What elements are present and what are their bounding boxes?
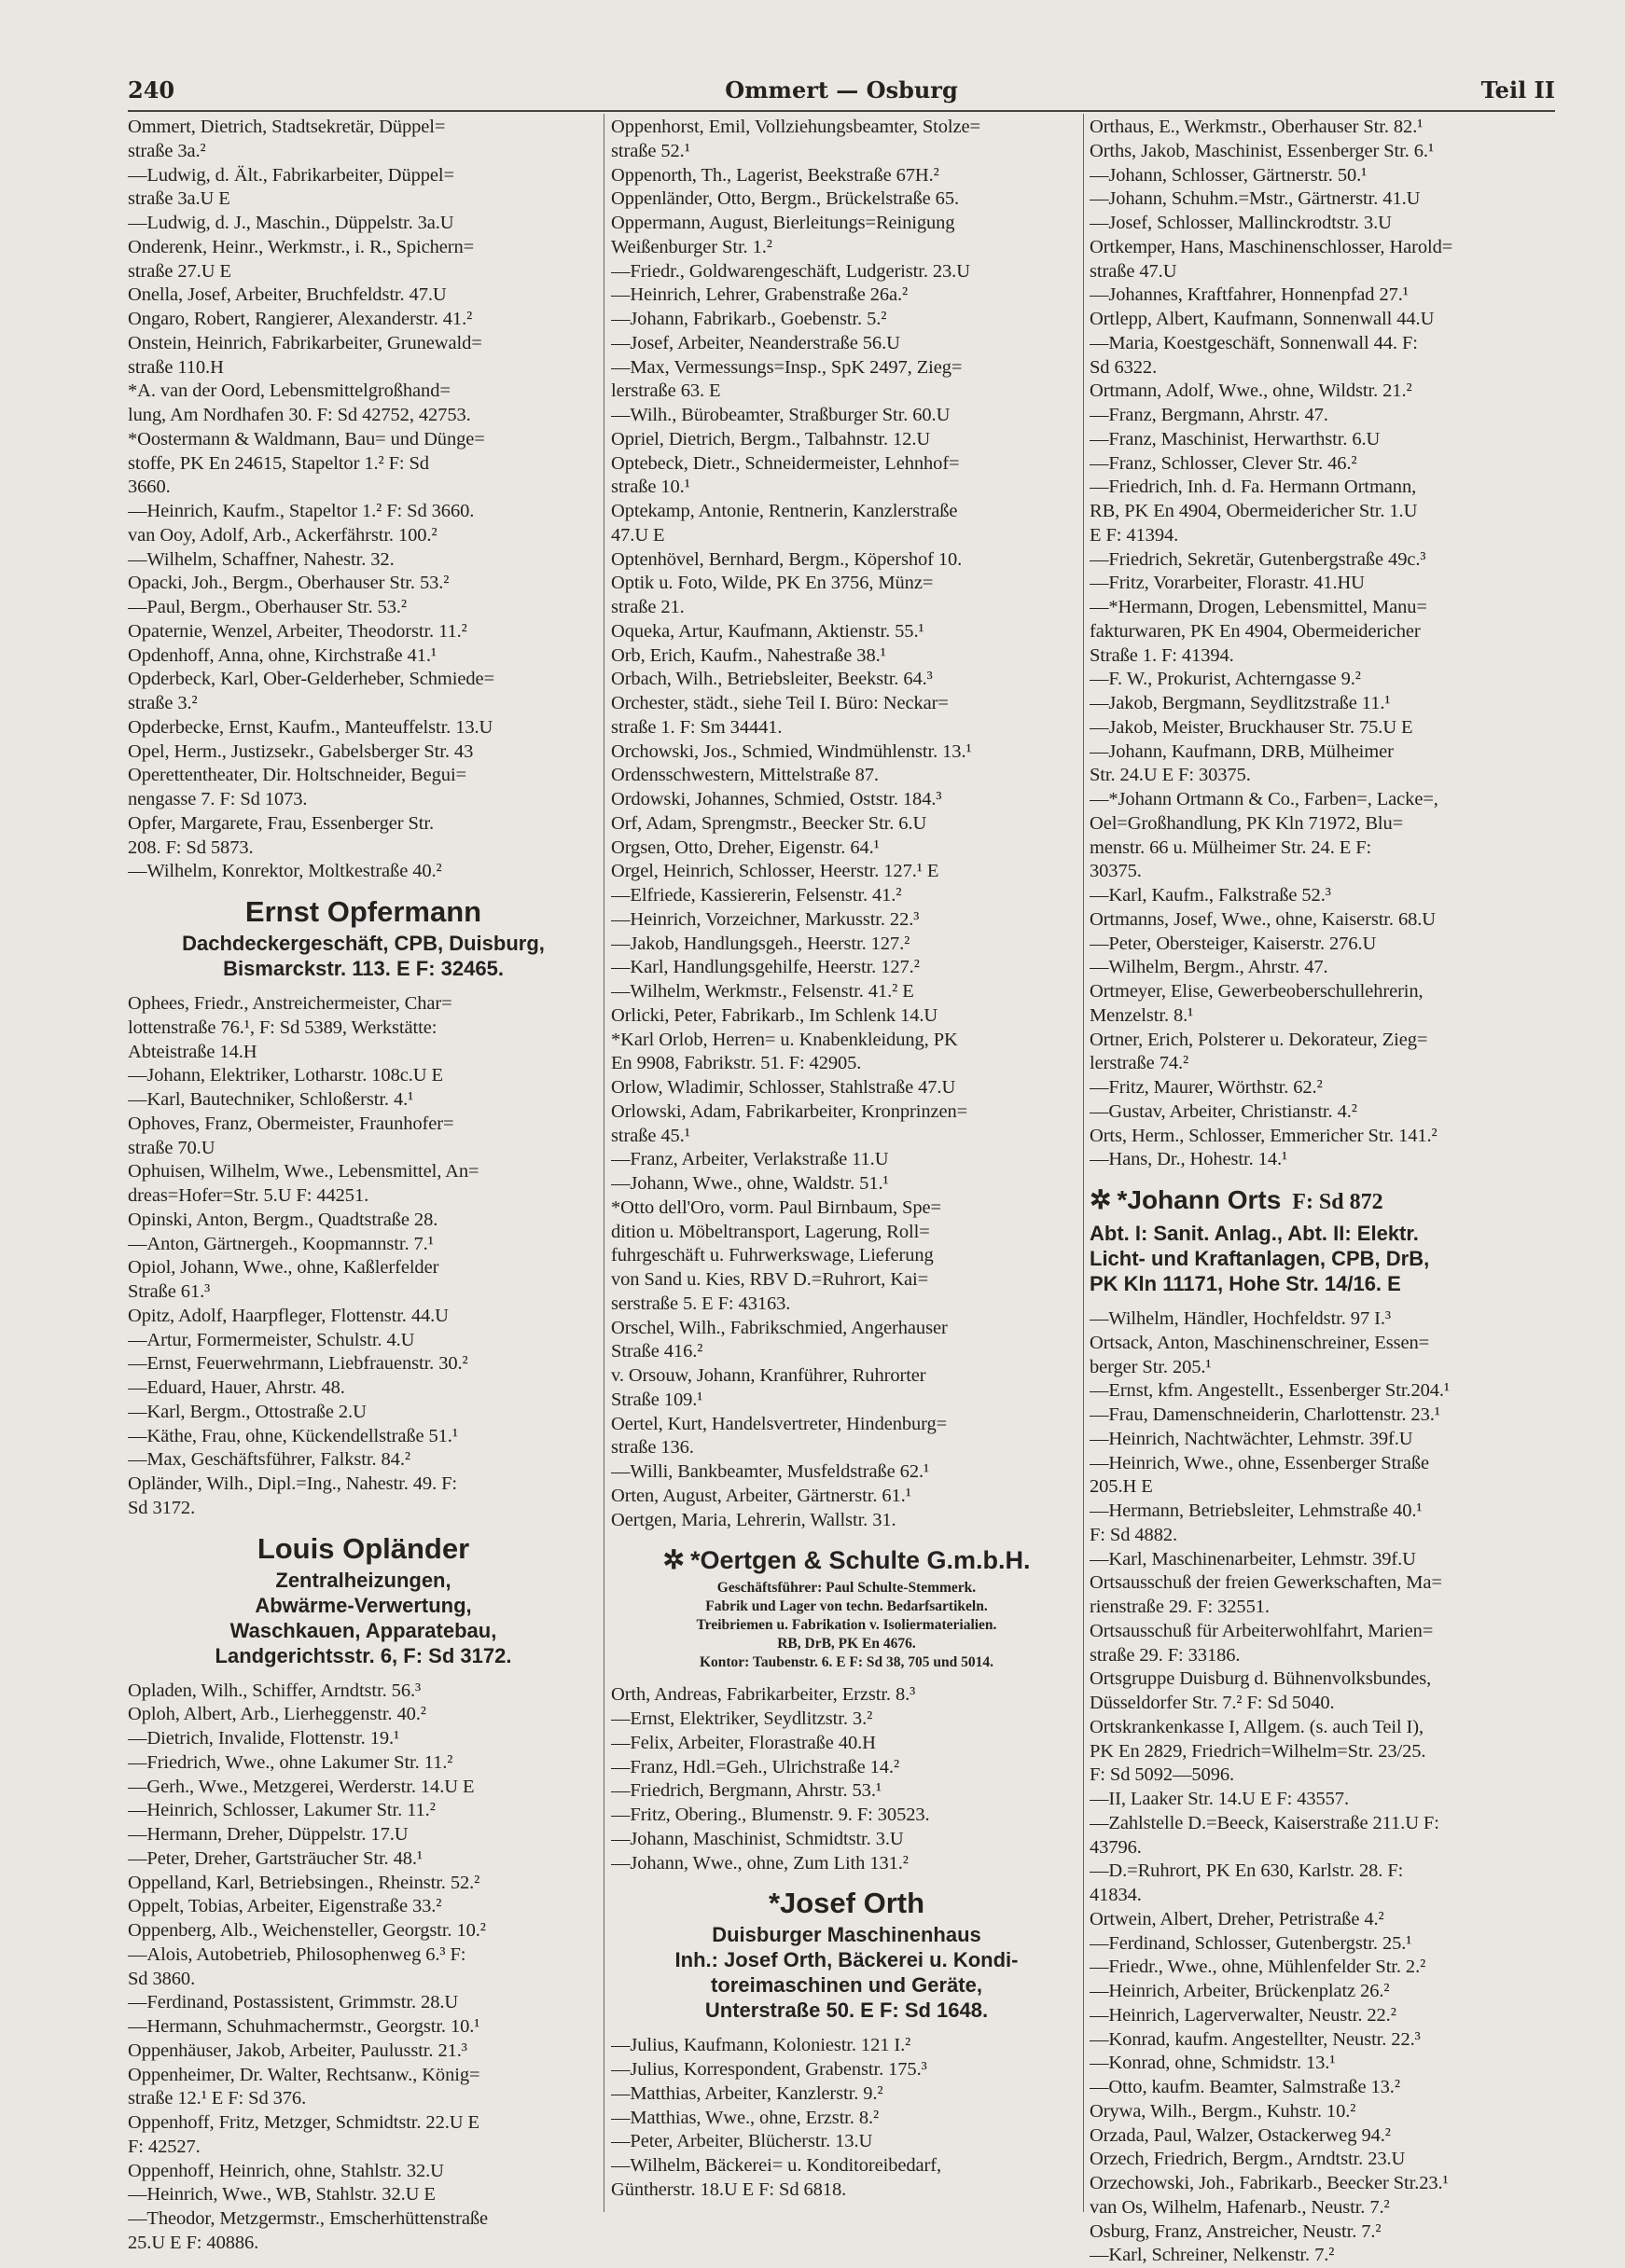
directory-entry: —D.=Ruhrort, PK En 630, Karlstr. 28. F:: [1090, 1860, 1404, 1882]
ad-line: Licht- und Kraftanlagen, CPB, DrB,: [1090, 1247, 1430, 1270]
directory-entry: —Heinrich, Lagerverwalter, Neustr. 22.²: [1090, 2004, 1396, 2026]
directory-entry: —Franz, Maschinist, Herwarthstr. 6.U: [1090, 428, 1381, 449]
directory-entry: Oppenländer, Otto, Bergm., Brückelstraße 65.: [611, 188, 959, 210]
directory-entry: 205.H E: [1090, 1476, 1153, 1498]
directory-entry: —Karl, Bautechniker, Schloßerstr. 4.¹: [128, 1089, 414, 1110]
directory-entry: Str. 24.U E F: 30375.: [1090, 765, 1251, 786]
page-number: 240: [128, 76, 175, 104]
directory-entry: —Ludwig, d. J., Maschin., Düppelstr. 3a.U: [128, 213, 454, 233]
directory-entry: lerstraße 63. E: [611, 380, 721, 402]
directory-entry: Oqueka, Artur, Kaufmann, Aktienstr. 55.¹: [611, 620, 924, 642]
directory-entry: —Karl, Bergm., Ottostraße 2.U: [128, 1401, 367, 1422]
ad-name: Louis Opländer: [257, 1531, 470, 1565]
directory-entry: stoffe, PK En 24615, Stapeltor 1.² F: Sd: [128, 452, 429, 474]
directory-entry: —Käthe, Frau, ohne, Kückendellstraße 51.¹: [128, 1425, 458, 1446]
directory-entry: Ommert, Dietrich, Stadtsekretär, Düppel=: [128, 117, 446, 137]
directory-entry: von Sand u. Kies, RBV D.=Ruhrort, Kai=: [611, 1269, 929, 1290]
directory-entry: Orthaus, E., Werkmstr., Oberhauser Str. 82.¹: [1090, 117, 1424, 137]
ad-line: Treibriemen u. Fabrikation v. Isoliermaterialien.: [696, 1617, 997, 1634]
page-range-title: Ommert — Osburg: [725, 76, 958, 104]
ad-name: Ernst Opfermann: [244, 895, 482, 928]
directory-entry: —Gustav, Arbeiter, Christianstr. 4.²: [1090, 1100, 1357, 1122]
directory-entry: —Franz, Schlosser, Clever Str. 46.²: [1090, 452, 1357, 474]
directory-entry: —Heinrich, Nachtwächter, Lehmstr. 39f.U: [1090, 1428, 1413, 1449]
directory-entry: —Johann, Wwe., ohne, Zum Lith 131.²: [611, 1852, 909, 1874]
ad-title: [611, 1885, 1082, 1922]
directory-entry: —Hermann, Schuhmachermstr., Georgstr. 10.¹: [128, 2016, 480, 2037]
ad-title: [128, 1530, 599, 1568]
directory-entry: Orlow, Wladimir, Schlosser, Stahlstraße 47.U: [611, 1077, 956, 1098]
directory-entry: straße 47.U: [1090, 260, 1177, 282]
ad-line: Waschkauen, Apparatebau,: [229, 1618, 497, 1642]
directory-entry: fuhrgeschäft u. Fuhrwerkswage, Lieferung: [611, 1245, 934, 1266]
ad-line: Duisburger Maschinenhaus: [712, 1923, 981, 1947]
directory-entry: —F. W., Prokurist, Achterngasse 9.²: [1090, 669, 1361, 690]
directory-entry: —Fritz, Obering., Blumenstr. 9. F: 30523.: [611, 1805, 930, 1825]
directory-entry: Opfer, Margarete, Frau, Essenberger Str.: [128, 812, 435, 834]
directory-entry: —Heinrich, Schlosser, Lakumer Str. 11.²: [128, 1800, 436, 1821]
column-divider: [1083, 114, 1084, 2212]
directory-entry: Oppelt, Tobias, Arbeiter, Eigenstraße 33.²: [128, 1896, 442, 1917]
directory-entry: Oppenhoff, Fritz, Metzger, Schmidtstr. 22.U E: [128, 2112, 479, 2133]
directory-entry: 47.U E: [611, 524, 665, 546]
advertisement: [1090, 1182, 1561, 1296]
directory-entry: Optik u. Foto, Wilde, PK En 3756, Münz=: [611, 573, 934, 594]
directory-entry: Oppermann, August, Bierleitungs=Reinigung: [611, 213, 955, 233]
directory-entry: straße 45.¹: [611, 1125, 690, 1146]
directory-entry: —Peter, Arbeiter, Blücherstr. 13.U: [611, 2131, 873, 2152]
directory-entry: —Julius, Korrespondent, Grabenstr. 175.³: [611, 2059, 927, 2080]
directory-entry: Orts, Herm., Schlosser, Emmericher Str. 141.²: [1090, 1125, 1438, 1146]
ad-line: Inh.: Josef Orth, Bäckerei u. Kondi-: [674, 1948, 1019, 1972]
directory-entry: —Artur, Formermeister, Schulstr. 4.U: [128, 1329, 415, 1350]
directory-entry: Orzada, Paul, Walzer, Ostackerweg 94.²: [1090, 2124, 1391, 2146]
directory-entry: 25.U E F: 40886.: [128, 2232, 259, 2253]
directory-entry: rienstraße 29. F: 32551.: [1090, 1597, 1270, 1617]
directory-entry: —Konrad, ohne, Schmidstr. 13.¹: [1090, 2053, 1336, 2074]
ad-line: Unterstraße 50. E F: Sd 1648.: [704, 1998, 989, 2023]
directory-entry: —*Johann Ortmann & Co., Farben=, Lacke=,: [1090, 789, 1438, 809]
directory-entry: —Alois, Autobetrieb, Philosophenweg 6.³ F:: [128, 1943, 466, 1965]
directory-entry: Orlowski, Adam, Fabrikarbeiter, Kronprinzen=: [611, 1100, 968, 1122]
directory-entry: Orschel, Wilh., Fabrikschmied, Angerhauser: [611, 1317, 948, 1338]
directory-entry: Orten, August, Arbeiter, Gärtnerstr. 61.¹: [611, 1485, 911, 1506]
directory-entry: Opderbeck, Karl, Ober-Gelderheber, Schmiede=: [128, 669, 494, 690]
directory-entry: Oertel, Kurt, Handelsvertreter, Hindenburg=: [611, 1413, 948, 1434]
directory-entry: Orzechowski, Joh., Fabrikarb., Beecker Str.23.¹: [1090, 2173, 1449, 2193]
directory-entry: —Heinrich, Kaufm., Stapeltor 1.² F: Sd 3660.: [128, 501, 475, 521]
directory-entry: —Ernst, kfm. Angestellt., Essenberger Str.204.¹: [1090, 1380, 1450, 1402]
directory-entry: —Wilhelm, Konrektor, Moltkestraße 40.²: [128, 861, 442, 882]
ad-line: toreimaschinen und Geräte,: [711, 1973, 982, 1998]
directory-entry: —Julius, Kaufmann, Koloniestr. 121 I.²: [611, 2035, 911, 2056]
directory-entry: berger Str. 205.¹: [1090, 1356, 1212, 1377]
directory-entry: —Heinrich, Arbeiter, Brückenplatz 26.²: [1090, 1981, 1390, 2001]
ad-line: Dachdeckergeschäft, CPB, Duisburg,: [182, 932, 545, 955]
part-label: Teil II: [1480, 76, 1555, 104]
directory-entry: —Heinrich, Wwe., WB, Stahlstr. 32.U E: [128, 2184, 436, 2206]
directory-entry: Opdenhoff, Anna, ohne, Kirchstraße 41.¹: [128, 644, 437, 666]
directory-entry: —Wilhelm, Werkmstr., Felsenstr. 41.² E: [611, 981, 914, 1002]
directory-entry: —Johannes, Kraftfahrer, Honnenpfad 27.¹: [1090, 284, 1409, 306]
directory-entry: serstraße 5. E F: 43163.: [611, 1293, 791, 1314]
directory-entry: Ophees, Friedr., Anstreichermeister, Char=: [128, 993, 452, 1014]
directory-column-3: [1090, 116, 1561, 2268]
directory-entry: —Max, Vermessungs=Insp., SpK 2497, Zieg=: [611, 356, 963, 378]
directory-entry: —Josef, Arbeiter, Neanderstraße 56.U: [611, 332, 900, 353]
directory-entry: straße 3.²: [128, 693, 198, 713]
directory-entry: —Friedr., Wwe., ohne, Mühlenfelder Str. 2.²: [1090, 1957, 1426, 1978]
directory-entry: F: Sd 4882.: [1090, 1524, 1178, 1545]
directory-entry: —Wilhelm, Bergm., Ahrstr. 47.: [1090, 957, 1328, 978]
directory-entry: —*Hermann, Drogen, Lebensmittel, Manu=: [1090, 597, 1427, 617]
directory-entry: Orzech, Friedrich, Bergm., Arndtstr. 23.U: [1090, 2149, 1406, 2170]
directory-entry: —Friedr., Goldwarengeschäft, Ludgeristr. 23.U: [611, 260, 970, 282]
directory-entry: Weißenburger Str. 1.²: [611, 236, 772, 257]
ad-title: [128, 893, 599, 931]
directory-entry: —Heinrich, Lehrer, Grabenstraße 26a.²: [611, 284, 909, 306]
directory-entry: —Matthias, Arbeiter, Kanzlerstr. 9.²: [611, 2082, 883, 2104]
directory-entry: Ortskrankenkasse I, Allgem. (s. auch Teil I),: [1090, 1716, 1424, 1737]
directory-entry: —Johann, Fabrikarb., Goebenstr. 5.²: [611, 309, 887, 329]
directory-entry: straße 29. F: 33186.: [1090, 1644, 1241, 1666]
advertisement: [128, 893, 599, 981]
directory-entry: 3660.: [128, 477, 171, 498]
directory-entry: straße 12.¹ E F: Sd 376.: [128, 2088, 307, 2109]
directory-entry: Oppenberg, Alb., Weichensteller, Georgstr. 10.²: [128, 1920, 486, 1941]
directory-entry: Oppenhoff, Heinrich, ohne, Stahlstr. 32.U: [128, 2160, 444, 2181]
ad-line: Abt. I: Sanit. Anlag., Abt. II: Elektr.: [1090, 1222, 1419, 1245]
directory-column-1: [128, 116, 599, 2256]
directory-entry: —Karl, Schreiner, Nelkenstr. 7.²: [1090, 2245, 1335, 2266]
directory-entry: Opladen, Wilh., Schiffer, Arndtstr. 56.³: [128, 1680, 422, 1701]
directory-entry: Ortkemper, Hans, Maschinenschlosser, Harold=: [1090, 236, 1453, 257]
directory-entry: Oppenorth, Th., Lagerist, Beekstraße 67H.²: [611, 164, 939, 186]
directory-entry: —Jakob, Bergmann, Seydlitzstraße 11.¹: [1090, 693, 1391, 713]
directory-entry: —Otto, kaufm. Beamter, Salmstraße 13.²: [1090, 2077, 1400, 2097]
directory-entry: Oppenhorst, Emil, Vollziehungsbeamter, Stolze=: [611, 117, 980, 137]
ad-name: *Oertgen & Schulte G.m.b.H.: [689, 1546, 1031, 1575]
directory-entry: straße 3a.U E: [128, 188, 230, 210]
ad-line: Geschäftsführer: Paul Schulte-Stemmerk.: [716, 1580, 977, 1597]
directory-entry: —Jakob, Handlungsgeh., Heerstr. 127.²: [611, 933, 910, 954]
directory-entry: Ortsausschuß für Arbeiterwohlfahrt, Marien=: [1090, 1620, 1434, 1641]
ad-name: *Josef Orth: [768, 1887, 925, 1920]
ad-title: [1090, 1182, 1561, 1221]
directory-entry: —Dietrich, Invalide, Flottenstr. 19.¹: [128, 1728, 400, 1749]
directory-entry: Opinski, Anton, Bergm., Quadtstraße 28.: [128, 1209, 438, 1230]
directory-entry: —Fritz, Vorarbeiter, Florastr. 41.HU: [1090, 573, 1365, 594]
directory-entry: Sd 6322.: [1090, 356, 1158, 378]
directory-entry: —Friedrich, Inh. d. Fa. Hermann Ortmann,: [1090, 477, 1417, 498]
directory-entry: —Johann, Wwe., ohne, Waldstr. 51.¹: [611, 1173, 889, 1194]
directory-entry: Onderenk, Heinr., Werkmstr., i. R., Spichern=: [128, 236, 475, 257]
directory-entry: Opacki, Joh., Bergm., Oberhauser Str. 53.²: [128, 573, 450, 594]
directory-entry: —Frau, Damenschneiderin, Charlottenstr. 23.¹: [1090, 1404, 1440, 1425]
directory-entry: —Heinrich, Vorzeichner, Markusstr. 22.³: [611, 908, 920, 930]
directory-entry: Düsseldorfer Str. 7.² F: Sd 5040.: [1090, 1693, 1335, 1713]
directory-entry: Ortsausschuß der freien Gewerkschaften, Ma=: [1090, 1572, 1442, 1594]
directory-entry: straße 1. F: Sm 34441.: [611, 716, 783, 738]
directory-entry: —Friedrich, Wwe., ohne Lakumer Str. 11.²: [128, 1751, 453, 1773]
directory-entry: lerstraße 74.²: [1090, 1053, 1189, 1074]
directory-entry: Straße 416.²: [611, 1341, 703, 1362]
directory-entry: —Ferdinand, Schlosser, Gutenbergstr. 25.¹: [1090, 1932, 1412, 1954]
directory-entry: Opaternie, Wenzel, Arbeiter, Theodorstr. 11.²: [128, 620, 467, 642]
directory-entry: —Willi, Bankbeamter, Musfeldstraße 62.¹: [611, 1461, 930, 1482]
directory-entry: —Ernst, Elektriker, Seydlitzstr. 3.²: [611, 1708, 873, 1729]
directory-entry: Sd 3860.: [128, 1968, 196, 1989]
directory-entry: Orths, Jakob, Maschinist, Essenberger Str. 6.¹: [1090, 140, 1434, 161]
directory-entry: Osburg, Franz, Anstreicher, Neustr. 7.²: [1090, 2220, 1382, 2242]
directory-entry: Opderbecke, Ernst, Kaufm., Manteuffelstr. 13.U: [128, 716, 493, 738]
directory-entry: —Fritz, Maurer, Wörthstr. 62.²: [1090, 1077, 1323, 1098]
directory-entry: Orlicki, Peter, Fabrikarb., Im Schlenk 14.U: [611, 1004, 938, 1026]
directory-entry: straße 52.¹: [611, 140, 690, 161]
directory-entry: Opriel, Dietrich, Bergm., Talbahnstr. 12.U: [611, 428, 931, 449]
directory-entry: dition u. Möbeltransport, Lagerung, Roll=: [611, 1221, 930, 1242]
directory-entry: Abteistraße 14.H: [128, 1041, 257, 1062]
directory-entry: —Maria, Koestgeschäft, Sonnenwall 44. F:: [1090, 332, 1418, 353]
directory-entry: —Ernst, Feuerwehrmann, Liebfrauenstr. 30.²: [128, 1353, 468, 1375]
directory-column-2: [611, 116, 1082, 2203]
directory-entry: Straße 109.¹: [611, 1389, 703, 1410]
directory-entry: straße 27.U E: [128, 260, 231, 282]
directory-entry: —Friedrich, Sekretär, Gutenbergstraße 49c.³: [1090, 548, 1426, 570]
directory-entry: —Peter, Obersteiger, Kaiserstr. 276.U: [1090, 933, 1377, 954]
directory-entry: —Wilhelm, Bäckerei= u. Konditoreibedarf,: [611, 2155, 941, 2176]
directory-entry: Ortmann, Adolf, Wwe., ohne, Wildstr. 21.²: [1090, 380, 1412, 402]
directory-entry: Ortmeyer, Elise, Gewerbeoberschullehrerin,: [1090, 981, 1424, 1002]
directory-entry: —Johann, Maschinist, Schmidtstr. 3.U: [611, 1828, 904, 1849]
directory-entry: Orb, Erich, Kaufm., Nahestraße 38.¹: [611, 644, 886, 666]
directory-entry: Oppenheimer, Dr. Walter, Rechtsanw., König=: [128, 2064, 480, 2085]
directory-entry: Opel, Herm., Justizsekr., Gabelsberger Str. 43: [128, 740, 474, 762]
directory-entry: *Karl Orlob, Herren= u. Knabenkleidung, PK: [611, 1029, 958, 1050]
directory-entry: Oertgen, Maria, Lehrerin, Wallstr. 31.: [611, 1509, 896, 1530]
directory-entry: E F: 41394.: [1090, 524, 1179, 546]
directory-entry: Optebeck, Dietr., Schneidermeister, Lehnhof=: [611, 452, 960, 474]
directory-entry: F: Sd 5092—5096.: [1090, 1764, 1235, 1786]
directory-entry: straße 110.H: [128, 356, 224, 378]
directory-entry: —Wilhelm, Händler, Hochfeldstr. 97 I.³: [1090, 1308, 1391, 1329]
directory-entry: PK En 2829, Friedrich=Wilhelm=Str. 23/25.: [1090, 1740, 1426, 1762]
directory-entry: —Konrad, kaufm. Angestellter, Neustr. 22.³: [1090, 2028, 1421, 2050]
directory-entry: —Wilh., Bürobeamter, Straßburger Str. 60.U: [611, 405, 951, 425]
directory-entry: Straße 61.³: [128, 1281, 211, 1302]
directory-entry: —Karl, Maschinenarbeiter, Lehmstr. 39f.U: [1090, 1548, 1416, 1570]
directory-entry: —Wilhelm, Schaffner, Nahestr. 32.: [128, 548, 395, 570]
directory-entry: —Ferdinand, Postassistent, Grimmstr. 28.U: [128, 1992, 459, 2013]
directory-entry: straße 3a.²: [128, 140, 206, 161]
directory-entry: Oploh, Albert, Arb., Lierheggenstr. 40.²: [128, 1704, 426, 1725]
directory-entry: Orf, Adam, Sprengmstr., Beecker Str. 6.U: [611, 812, 927, 834]
directory-entry: —Eduard, Hauer, Ahrstr. 48.: [128, 1377, 345, 1398]
ad-line: PK Kln 11171, Hohe Str. 14/16. E: [1090, 1272, 1401, 1295]
ad-line: Bismarckstr. 113. E F: 32465.: [223, 957, 504, 980]
ad-title: [611, 1542, 1082, 1579]
directory-entry: —Paul, Bergm., Oberhauser Str. 53.²: [128, 597, 407, 617]
directory-entry: —Johann, Schlosser, Gärtnerstr. 50.¹: [1090, 164, 1368, 186]
directory-entry: —Josef, Schlosser, Mallinckrodtstr. 3.U: [1090, 213, 1392, 233]
directory-entry: dreas=Hofer=Str. 5.U F: 44251.: [128, 1185, 369, 1206]
directory-entry: Orgel, Heinrich, Schlosser, Heerstr. 127.¹ E: [611, 861, 939, 882]
directory-entry: straße 21.: [611, 597, 685, 617]
directory-entry: Onella, Josef, Arbeiter, Bruchfeldstr. 47.U: [128, 284, 447, 306]
directory-entry: Sd 3172.: [128, 1497, 196, 1518]
directory-entry: v. Orsouw, Johann, Kranführer, Ruhrorter: [611, 1365, 926, 1386]
directory-entry: Orgsen, Otto, Dreher, Eigenstr. 64.¹: [611, 837, 880, 858]
directory-entry: —Gerh., Wwe., Metzgerei, Werderstr. 14.U E: [128, 1776, 475, 1797]
advertisement: [611, 1885, 1082, 2023]
directory-entry: —Hermann, Dreher, Düppelstr. 17.U: [128, 1824, 409, 1845]
directory-entry: —Franz, Bergmann, Ahrstr. 47.: [1090, 405, 1328, 425]
directory-entry: *Oostermann & Waldmann, Bau= und Dünge=: [128, 428, 485, 449]
ad-line: Fabrik und Lager von techn. Bedarfsartikeln.: [705, 1598, 988, 1615]
directory-entry: Orywa, Wilh., Bergm., Kuhstr. 10.²: [1090, 2100, 1356, 2122]
ad-name: *Johann Orts: [1117, 1185, 1282, 1214]
directory-entry: Operettentheater, Dir. Holtschneider, Begui=: [128, 765, 467, 786]
ad-line: Abwärme-Verwertung,: [255, 1593, 472, 1617]
directory-entry: 41834.: [1090, 1885, 1142, 1905]
directory-entry: Ortwein, Albert, Dreher, Petristraße 4.²: [1090, 1908, 1384, 1929]
ad-line: Landgerichtsstr. 6, F: Sd 3172.: [215, 1643, 512, 1667]
directory-entry: —Jakob, Meister, Bruckhauser Str. 75.U E: [1090, 716, 1413, 738]
directory-entry: —Johann, Schuhm.=Mstr., Gärtnerstr. 41.U: [1090, 188, 1421, 210]
gear-logo-icon: ✲: [662, 1545, 685, 1575]
directory-entry: RB, PK En 4904, Obermeidericher Str. 1.U: [1090, 501, 1418, 521]
directory-entry: fakturwaren, PK En 4904, Obermeidericher: [1090, 620, 1421, 642]
directory-entry: Orchester, städt., siehe Teil I. Büro: Neckar=: [611, 693, 949, 713]
directory-entry: menstr. 66 u. Mülheimer Str. 24. E F:: [1090, 837, 1372, 858]
directory-entry: straße 136.: [611, 1437, 694, 1459]
directory-entry: Güntherstr. 18.U E F: Sd 6818.: [611, 2178, 847, 2200]
directory-entry: —Karl, Handlungsgehilfe, Heerstr. 127.²: [611, 957, 920, 978]
directory-entry: —Elfriede, Kassiererin, Felsenstr. 41.²: [611, 885, 902, 906]
directory-entry: Onstein, Heinrich, Fabrikarbeiter, Grunewald=: [128, 332, 482, 353]
ad-line: Zentralheizungen,: [275, 1568, 451, 1592]
directory-entry: —Max, Geschäftsführer, Falkstr. 84.²: [128, 1449, 410, 1471]
directory-entry: —Franz, Hdl.=Geh., Ulrichstraße 14.²: [611, 1756, 900, 1777]
directory-entry: F: 42527.: [128, 2136, 201, 2157]
directory-entry: Straße 1. F: 41394.: [1090, 644, 1234, 666]
advertisement: [611, 1542, 1082, 1672]
directory-entry: Orbach, Wilh., Betriebsleiter, Beekstr. 64.³: [611, 669, 933, 690]
directory-entry: Ordensschwestern, Mittelstraße 87.: [611, 765, 879, 786]
directory-entry: —Felix, Arbeiter, Florastraße 40.H: [611, 1732, 876, 1753]
directory-entry: lung, Am Nordhafen 30. F: Sd 42752, 42753.: [128, 405, 471, 425]
directory-entry: *A. van der Oord, Lebensmittelgroßhand=: [128, 380, 451, 402]
directory-entry: —Johann, Kaufmann, DRB, Mülheimer: [1090, 740, 1394, 762]
ad-line: RB, DrB, PK En 4676.: [777, 1636, 916, 1653]
directory-entry: —Theodor, Metzgermstr., Emscherhüttenstraße: [128, 2208, 488, 2229]
directory-entry: Ophoves, Franz, Obermeister, Fraunhofer=: [128, 1113, 454, 1134]
directory-entry: nengasse 7. F: Sd 1073.: [128, 789, 308, 809]
directory-entry: Ordowski, Johannes, Schmied, Oststr. 184.³: [611, 789, 942, 809]
directory-entry: straße 10.¹: [611, 477, 690, 498]
directory-entry: —Matthias, Wwe., ohne, Erzstr. 8.²: [611, 2107, 880, 2128]
directory-entry: straße 70.U: [128, 1137, 215, 1158]
directory-entry: Ophuisen, Wilhelm, Wwe., Lebensmittel, An=: [128, 1161, 479, 1182]
directory-entry: Ongaro, Robert, Rangierer, Alexanderstr. 41.²: [128, 309, 473, 329]
directory-entry: Opiol, Johann, Wwe., ohne, Kaßlerfelder: [128, 1257, 439, 1279]
directory-entry: 208. F: Sd 5873.: [128, 837, 254, 858]
directory-entry: —Peter, Dreher, Gartsträucher Str. 48.¹: [128, 1847, 423, 1869]
directory-entry: —Ludwig, d. Ält., Fabrikarbeiter, Düppel=: [128, 164, 454, 186]
advertisement: [128, 1530, 599, 1668]
directory-entry: Ortlepp, Albert, Kaufmann, Sonnenwall 44.U: [1090, 309, 1435, 329]
directory-entry: Opitz, Adolf, Haarpfleger, Flottenstr. 44.U: [128, 1305, 449, 1326]
directory-entry: lottenstraße 76.¹, F: Sd 5389, Werkstätte:: [128, 1016, 438, 1038]
page-header: [128, 73, 1555, 112]
directory-entry: —Zahlstelle D.=Beeck, Kaiserstraße 211.U F:: [1090, 1812, 1439, 1833]
directory-entry: Oppelland, Karl, Betriebsingen., Rheinstr. 52.²: [128, 1872, 480, 1893]
directory-entry: 43796.: [1090, 1836, 1142, 1858]
directory-entry: Oppenhäuser, Jakob, Arbeiter, Paulusstr. 21.³: [128, 2040, 467, 2061]
directory-entry: Optekamp, Antonie, Rentnerin, Kanzlerstraße: [611, 501, 958, 521]
directory-entry: —Friedrich, Bergmann, Ahrstr. 53.¹: [611, 1780, 882, 1802]
directory-entry: van Ooy, Adolf, Arb., Ackerfährstr. 100.²: [128, 524, 438, 546]
directory-entry: Opländer, Wilh., Dipl.=Ing., Nahestr. 49. F:: [128, 1473, 458, 1494]
directory-entry: Ortsack, Anton, Maschinenschreiner, Essen=: [1090, 1332, 1430, 1353]
directory-entry: —Johann, Elektriker, Lotharstr. 108c.U E: [128, 1065, 443, 1086]
directory-entry: —Franz, Arbeiter, Verlakstraße 11.U: [611, 1149, 889, 1170]
directory-entry: Orth, Andreas, Fabrikarbeiter, Erzstr. 8.³: [611, 1684, 916, 1706]
directory-entry: Ortmanns, Josef, Wwe., ohne, Kaiserstr. 68.U: [1090, 908, 1436, 930]
directory-entry: van Os, Wilhelm, Hafenarb., Neustr. 7.²: [1090, 2196, 1390, 2218]
directory-entry: —Hans, Dr., Hohestr. 14.¹: [1090, 1149, 1288, 1170]
directory-entry: 30375.: [1090, 861, 1142, 882]
directory-entry: En 9908, Fabrikstr. 51. F: 42905.: [611, 1053, 862, 1074]
directory-entry: —Karl, Kaufm., Falkstraße 52.³: [1090, 885, 1331, 906]
directory-entry: Ortner, Erich, Polsterer u. Dekorateur, Zieg=: [1090, 1029, 1428, 1050]
directory-entry: —Hermann, Betriebsleiter, Lehmstraße 40.¹: [1090, 1500, 1423, 1521]
ad-line: Kontor: Taubenstr. 6. E F: Sd 38, 705 und 5014.: [699, 1654, 994, 1671]
directory-entry: Oel=Großhandlung, PK Kln 71972, Blu=: [1090, 812, 1404, 834]
directory-entry: Orchowski, Jos., Schmied, Windmühlenstr. 13.¹: [611, 740, 972, 762]
ad-phone: F: Sd 872: [1292, 1190, 1383, 1214]
directory-entry: —Anton, Gärtnergeh., Koopmannstr. 7.¹: [128, 1233, 434, 1254]
directory-entry: —II, Laaker Str. 14.U E F: 43557.: [1090, 1789, 1349, 1809]
directory-entry: Menzelstr. 8.¹: [1090, 1004, 1194, 1026]
directory-entry: —Heinrich, Wwe., ohne, Essenberger Straße: [1090, 1452, 1430, 1473]
gear-logo-icon: ✲: [1090, 1185, 1112, 1214]
directory-entry: *Otto dell'Oro, vorm. Paul Birnbaum, Spe=: [611, 1196, 941, 1218]
directory-entry: Ortsgruppe Duisburg d. Bühnenvolksbundes,: [1090, 1668, 1432, 1690]
directory-entry: Optenhövel, Bernhard, Bergm., Köpershof 10.: [611, 548, 963, 570]
